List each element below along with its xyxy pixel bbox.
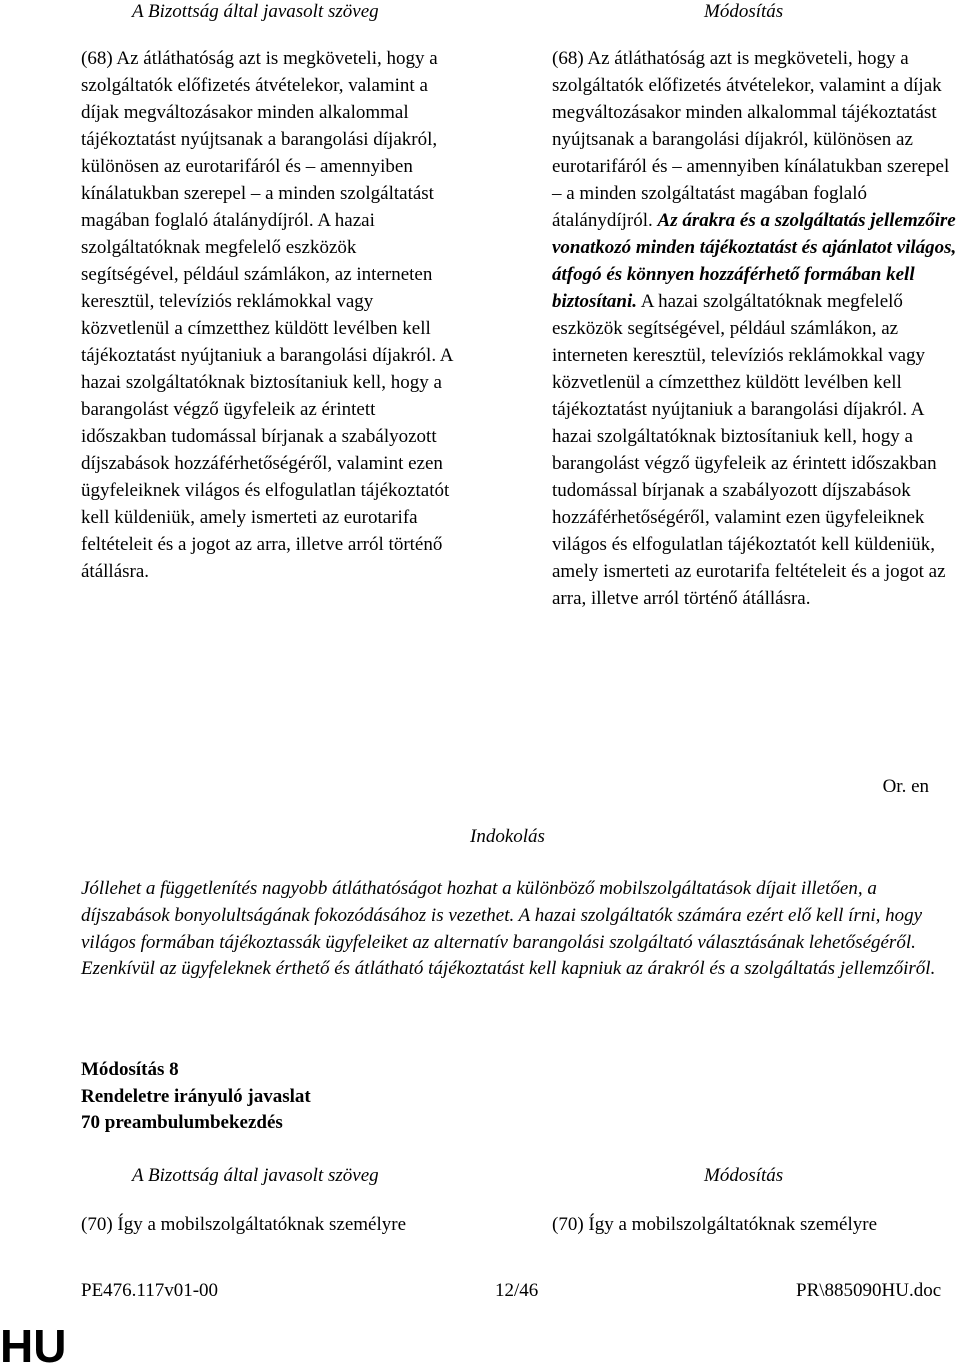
amendment-number: Módosítás 8 xyxy=(81,1059,179,1080)
footer-page-number: 12/46 xyxy=(495,1280,539,1301)
header-commission-text: A Bizottság által javasolt szöveg xyxy=(132,1,379,22)
justification-title: Indokolás xyxy=(470,826,545,847)
header-amendment-2: Módosítás xyxy=(704,1165,784,1186)
amended-text-recital-68 xyxy=(552,45,960,612)
header-amendment: Módosítás xyxy=(704,1,784,22)
commission-text-recital-70: (70) Így a mobilszolgáltatóknak személyre xyxy=(81,1214,407,1235)
commission-text-recital-68: (68) Az átláthatóság azt is megköveteli, hogy a szolgáltatók előfizetés átvételekor, valamint a díjak megváltozásakor minden alkalommal tájékoztatást nyújtsanak a barangolási díjakról, különösen az eurotarifáról és – amennyiben kínálatukban szerepel – a minden szolgáltatást magában foglaló átalánydíjról. A hazai szolgáltatóknak megfelelő eszközök segítségével, például számlákon, az interneten keresztül, televíziós reklámokkal vagy közvetlenül a címzetthez küldött levélben kell tájékoztatást nyújtaniuk a barangolási díjakról. A hazai szolgáltatóknak biztosítaniuk kell, hogy a barangolást végző ügyfeleik az érintett időszakban tudomással bírjanak a szabályozott díjszabások hozzáférhetőségéről, valamint ezen ügyfeleiknek világos és elfogulatlan tájékoztatót kell küldeniük, amely ismerteti az eurotarifa feltételeit és a jogot az arra, illetve arról történő átállásra. xyxy=(81,48,453,582)
footer-doc-ref: PE476.117v01-00 xyxy=(81,1280,219,1301)
amended-text-unchanged-start: (68) Az átláthatóság azt is megköveteli, hogy a szolgáltatók előfizetés átvételekor, valamint a díjak megváltozásakor minden alkalommal tájékoztatást nyújtsanak a barangolási díjakról, különösen az eurotarifáról és – amennyiben kínálatukban szerepel – a minden szolgáltatást magában foglaló átalánydíjról. xyxy=(552,48,950,231)
language-code: HU xyxy=(0,1320,67,1372)
amended-text-addition: Az árakra és a szolgáltatás jellemzőire vonatkozó minden tájékoztatást és ajánlatot világos, átfogó és könnyen hozzáférhető formában kell biztosítani. xyxy=(552,210,957,312)
amendment-type: Rendeletre irányuló javaslat xyxy=(81,1085,311,1107)
amended-text-recital-70: (70) Így a mobilszolgáltatóknak személyre xyxy=(552,1214,878,1235)
amendment-heading xyxy=(81,1057,311,1137)
amended-text-unchanged-end: A hazai szolgáltatóknak megfelelő eszközök segítségével, például számlákon, az interneten keresztül, televíziós reklámokkal vagy közvetlenül a címzetthez küldött levélben kell tájékoztatást nyújtaniuk a barangolási díjakról. A hazai szolgáltatóknak biztosítaniuk kell, hogy a barangolást végző ügyfeleik az érintett időszakban tudomással bírjanak a szabályozott díjszabások hozzáférhetőségéről, valamint ezen ügyfeleiknek világos és elfogulatlan tájékoztatót kell küldeniük, amely ismerteti az eurotarifa feltételeit és a jogot az arra, illetve arról történő átállásra. xyxy=(552,291,946,609)
footer-file-name: PR\885090HU.doc xyxy=(796,1280,942,1301)
justification-text: Jóllehet a függetlenítés nagyobb átláthatóságot hozhat a különböző mobilszolgáltatások díjait illetően, a díjszabások bonyolultságának fokozódásához is vezethet. A hazai szolgáltatók számára ezért elő kell írni, hogy világos formában tájékoztassák ügyfeleiket az alternatív barangolási szolgáltató választásának lehetőségéről. Ezenkívül az ügyfeleknek érthető és átlátható tájékoztatást kell kapniuk az árakról és a szolgáltatás jellemzőiről. xyxy=(81,878,936,980)
header-commission-text-2: A Bizottság által javasolt szöveg xyxy=(132,1165,379,1186)
original-language: Or. en xyxy=(882,776,929,797)
amendment-reference: 70 preambulumbekezdés xyxy=(81,1112,283,1133)
